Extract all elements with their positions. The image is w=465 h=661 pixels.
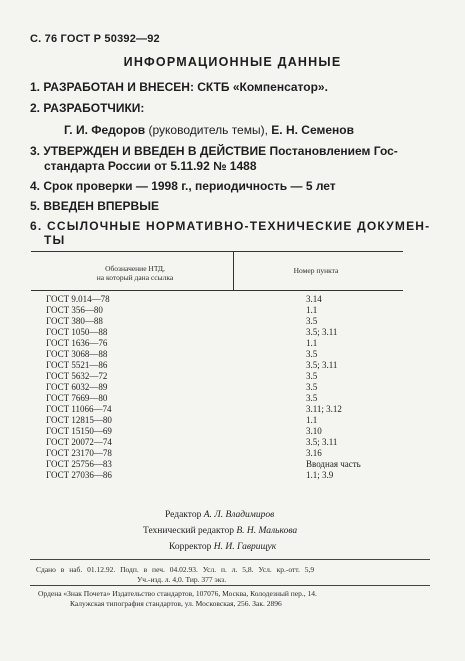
table-cell-document: ГОСТ 5632—72 [46,371,108,381]
table-row [46,404,366,415]
table-cell-clause: 3.11; 3.12 [306,404,342,414]
tech-editor-role: Технический редактор [143,526,234,536]
table-row [46,338,366,349]
table-top-rule [31,251,403,252]
item-1-text: РАЗРАБОТАН И ВНЕСЕН: СКТБ «Компенсатор». [43,80,328,94]
item-6 [30,219,430,234]
table-row [46,349,366,360]
table-row [46,426,366,437]
table-cell-clause: 3.5; 3.11 [306,360,338,370]
table-cell-clause: 3.14 [306,294,322,304]
table-cell-clause: 1.1 [306,305,318,315]
editor-line [165,510,274,520]
imprint-line4: Калужская типография стандартов, ул. Московская, 256. Зак. 2896 [70,599,282,608]
table-row [46,459,366,470]
developer-2-name: Е. Н. Семенов [271,123,354,137]
table-row [46,360,366,371]
table-cell-clause: 3.5; 3.11 [306,327,338,337]
table-row [46,415,366,426]
table-cell-clause: 1.1 [306,415,318,425]
table-cell-document: ГОСТ 1636—76 [46,338,108,348]
col1-header-line1: Обозначение НТД, [105,264,165,273]
item-4-text: Срок проверки — 1998 г., периодичность — 5 лет [43,179,336,193]
table-cell-document: ГОСТ 3068—88 [46,349,108,359]
imprint-mid-rule [30,585,430,586]
editor-name: А. Л. Владимиров [203,510,275,520]
corrector-name: Н. И. Гаврищук [213,542,277,552]
table-row [46,393,366,404]
table-cell-clause: 3.5; 3.11 [306,437,338,447]
table-cell-clause: 3.5 [306,393,318,403]
table-cell-document: ГОСТ 6032—89 [46,382,108,392]
table-cell-document: ГОСТ 356—80 [46,305,103,315]
item-3-bold: УТВЕРЖДЕН И ВВЕДЕН В ДЕЙСТВИЕ [43,144,267,158]
corrector-line [169,542,276,552]
table-row [46,382,366,393]
item-1-num: 1. [30,80,41,94]
table-cell-document: ГОСТ 23170—78 [46,448,112,458]
table-col2-header: Номер пункта [293,266,339,275]
table-row [46,327,366,338]
table-cell-clause: 1.1; 3.9 [306,470,334,480]
table-cell-document: ГОСТ 9.014—78 [46,294,110,304]
item-4-num: 4. [30,179,41,193]
table-cell-document: ГОСТ 12815—80 [46,415,112,425]
table-cell-document: ГОСТ 15150—69 [46,426,112,436]
developer-1-role: (руководитель темы), [148,123,268,137]
item-1 [30,80,328,95]
developers-line [64,123,354,137]
table-cell-clause: 3.10 [306,426,322,436]
table-row [46,448,366,459]
item-6-line2: ТЫ [44,233,66,247]
item-2-num: 2. [30,101,41,115]
item-6-line1: ССЫЛОЧНЫЕ НОРМАТИВНО-ТЕХНИЧЕСКИЕ ДОКУМЕН- [46,219,431,233]
page-header: С. 76 ГОСТ Р 50392—92 [30,33,160,45]
item-3-num: 3. [30,144,41,158]
col1-header-line2: на который дана ссылка [96,273,174,282]
table-cell-document: ГОСТ 5521—86 [46,360,108,370]
item-3-rest: Постановлением Гос- [269,144,398,158]
table-row [46,437,366,448]
table-cell-document: ГОСТ 25756—83 [46,459,112,469]
item-5-text: ВВЕДЕН ВПЕРВЫЕ [43,199,159,213]
item-2 [30,101,144,116]
table-cell-document: ГОСТ 20072—74 [46,437,112,447]
table-col1-header [40,264,230,282]
table-cell-clause: 3.5 [306,349,318,359]
table-cell-document: ГОСТ 7669—80 [46,393,108,403]
corrector-role: Корректор [169,542,212,552]
table-row [46,371,366,382]
table-cell-document: ГОСТ 11066—74 [46,404,112,414]
table-row [46,294,366,305]
table-cell-clause: 3.5 [306,371,318,381]
item-4 [30,179,336,194]
editor-role: Редактор [165,510,202,520]
tech-editor-name: В. Н. Малькова [236,526,298,536]
item-5 [30,199,159,214]
imprint-top-rule [30,559,430,560]
item-3 [30,144,398,159]
item-6-num: 6. [30,219,43,233]
imprint-line2: Уч.-изд. л. 4,0. Тир. 377 экз. [137,575,227,584]
page-title: ИНФОРМАЦИОННЫЕ ДАННЫЕ [123,55,342,69]
item-3-line2: стандарта России от 5.11.92 № 1488 [44,159,257,173]
tech-editor-line [143,526,297,536]
table-cell-clause: 3.16 [306,448,322,458]
developer-1-name: Г. И. Федоров [64,123,146,137]
table-cell-clause: 1.1 [306,338,318,348]
imprint-line1: Сдано в наб. 01.12.92. Подп. в печ. 04.02.93. Усл. п. л. 5,8. Усл. кр.-отт. 5,9 [36,565,315,574]
table-row [46,316,366,327]
table-cell-document: ГОСТ 27036—86 [46,470,112,480]
table-header-divider [233,251,234,290]
table-cell-clause: Вводная часть [306,459,361,469]
item-5-num: 5. [30,199,41,213]
table-row [46,470,366,481]
table-row [46,305,366,316]
table-cell-clause: 3.5 [306,382,318,392]
table-body [46,294,366,481]
table-cell-document: ГОСТ 380—88 [46,316,103,326]
item-2-text: РАЗРАБОТЧИКИ: [43,101,145,115]
table-cell-clause: 3.5 [306,316,318,326]
table-cell-document: ГОСТ 1050—88 [46,327,108,337]
imprint-line3: Ордена «Знак Почета» Издательство стандартов, 107076, Москва, Колодезный пер., 14. [38,589,317,598]
table-header-rule [31,290,403,291]
